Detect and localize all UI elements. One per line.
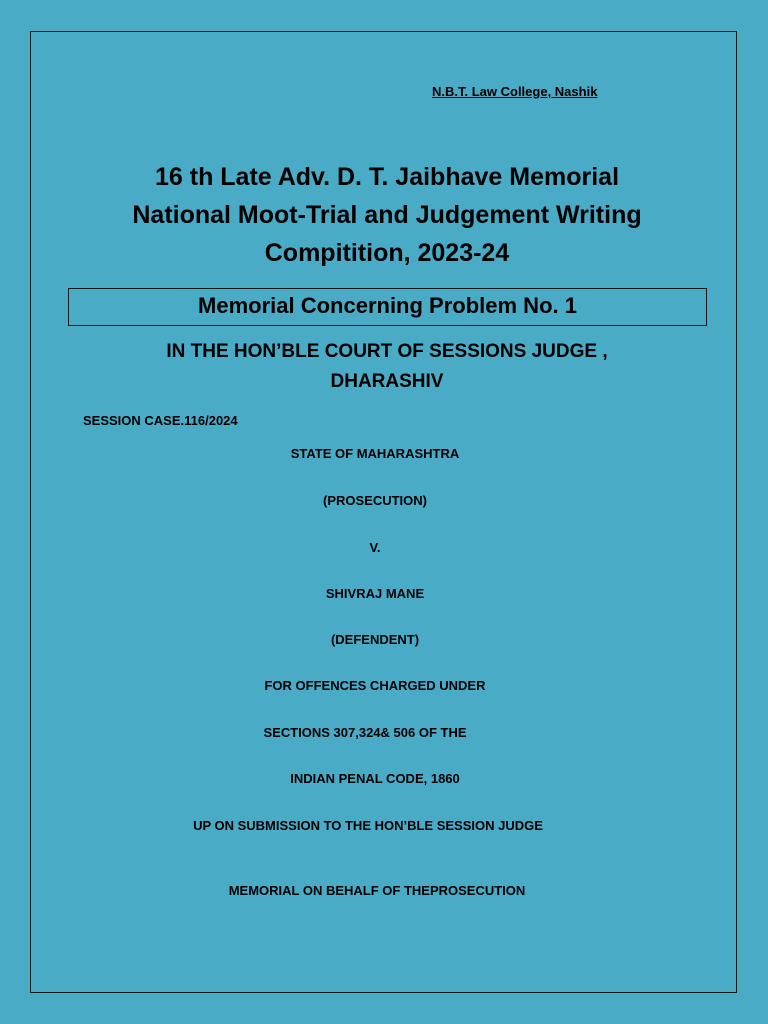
court-name-line-2: DHARASHIV [330, 371, 444, 392]
charges-line-3: INDIAN PENAL CODE, 1860 [290, 771, 460, 786]
charges-line-2: SECTIONS 307,324& 506 OF THE [263, 725, 467, 740]
prosecution-role: (PROSECUTION) [323, 493, 427, 508]
problem-heading: Memorial Concerning Problem No. 1 [68, 288, 707, 326]
defendant-role: (DEFENDENT) [330, 632, 420, 647]
charges-line-1: FOR OFFENCES CHARGED UNDER [264, 678, 486, 693]
competition-title-line-2: National Moot-Trial and Judgement Writing [132, 201, 642, 229]
college-name: N.B.T. Law College, Nashik [432, 84, 598, 99]
versus-label: V. [369, 540, 381, 555]
submission-line: UP ON SUBMISSION TO THE HON’BLE SESSION JUDGE [193, 818, 543, 833]
court-name-line-1: IN THE HON’BLE COURT OF SESSIONS JUDGE , [166, 341, 608, 362]
prosecution-party: STATE OF MAHARASHTRA [290, 446, 460, 461]
case-number: SESSION CASE.116/2024 [83, 413, 238, 428]
memorial-behalf-line: MEMORIAL ON BEHALF OF THEPROSECUTION [228, 883, 526, 898]
defendant-party: SHIVRAJ MANE [325, 586, 425, 601]
competition-title-line-3: Compitition, 2023-24 [264, 239, 510, 267]
competition-title-line-1: 16 th Late Adv. D. T. Jaibhave Memorial [154, 163, 620, 191]
